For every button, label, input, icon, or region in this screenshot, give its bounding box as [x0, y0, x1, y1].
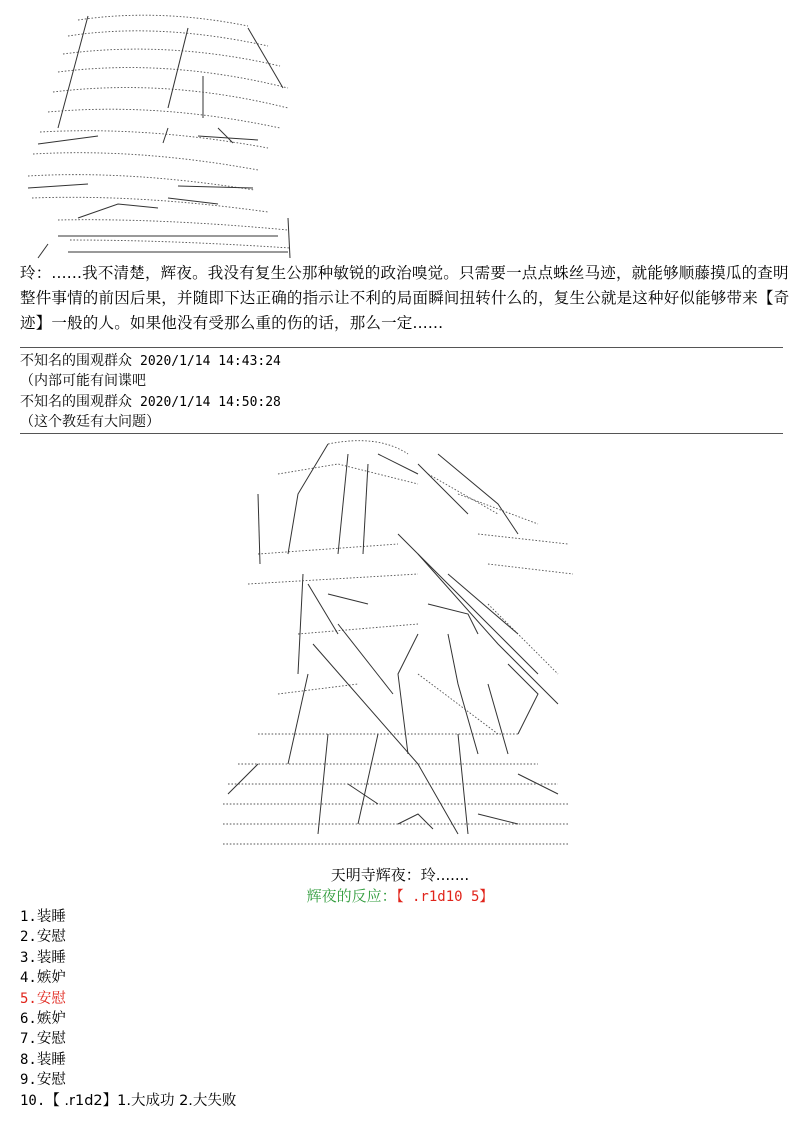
list-item-highlighted: 5.安慰: [20, 990, 66, 1007]
list-item: 1.装睡: [20, 909, 66, 925]
ascii-art-scene: [218, 434, 578, 858]
list-item: 8.装睡: [20, 1051, 66, 1068]
list-item: 6.嫉妒: [20, 1010, 66, 1027]
comment-author: 不知名的围观群众: [20, 353, 132, 369]
comment-timestamp: 2020/1/14 14:43:24: [140, 354, 281, 369]
comment-header: [20, 351, 281, 372]
roll-label: 辉夜的反应：: [306, 887, 397, 905]
list-item: 3.装睡: [20, 949, 66, 966]
dialogue-line: 天明寺辉夜：玲.......: [330, 866, 470, 884]
comment-text: （这个教廷有大问题）: [20, 414, 160, 430]
list-item: 4.嫉妒: [20, 970, 66, 987]
roll-line: [0, 885, 800, 906]
list-item: 9.安慰: [20, 1072, 66, 1089]
divider: [20, 347, 783, 348]
comment-text: （内部可能有间谍吧: [20, 373, 146, 389]
list-item: 2.安慰: [20, 929, 66, 946]
choice-list: [20, 907, 236, 1111]
comment-author: 不知名的围观群众: [20, 394, 132, 410]
comment-header: [20, 392, 281, 413]
comment-timestamp: 2020/1/14 14:50:28: [140, 395, 281, 410]
list-item: 10.【 .r1d2】1.大成功 2.大失败: [20, 1092, 237, 1109]
narration-paragraph: 玲：......我不清楚，辉夜。我没有复生公那种敏锐的政治嗅觉。只需要一点点蛛丝马迹，就能够顺藤摸瓜的查明整件事情的前因后果，并随即下达正确的指示让不利的局面瞬间扭转什么的，复生公就是这种好似能够带来【奇迹】一般的人。如果他没有受那么重的伤的话，那么一定......: [20, 264, 790, 332]
list-item: 7.安慰: [20, 1031, 66, 1048]
roll-command: 【 .r1d10 5】: [396, 889, 494, 905]
ascii-art-portrait-top: [18, 8, 303, 260]
